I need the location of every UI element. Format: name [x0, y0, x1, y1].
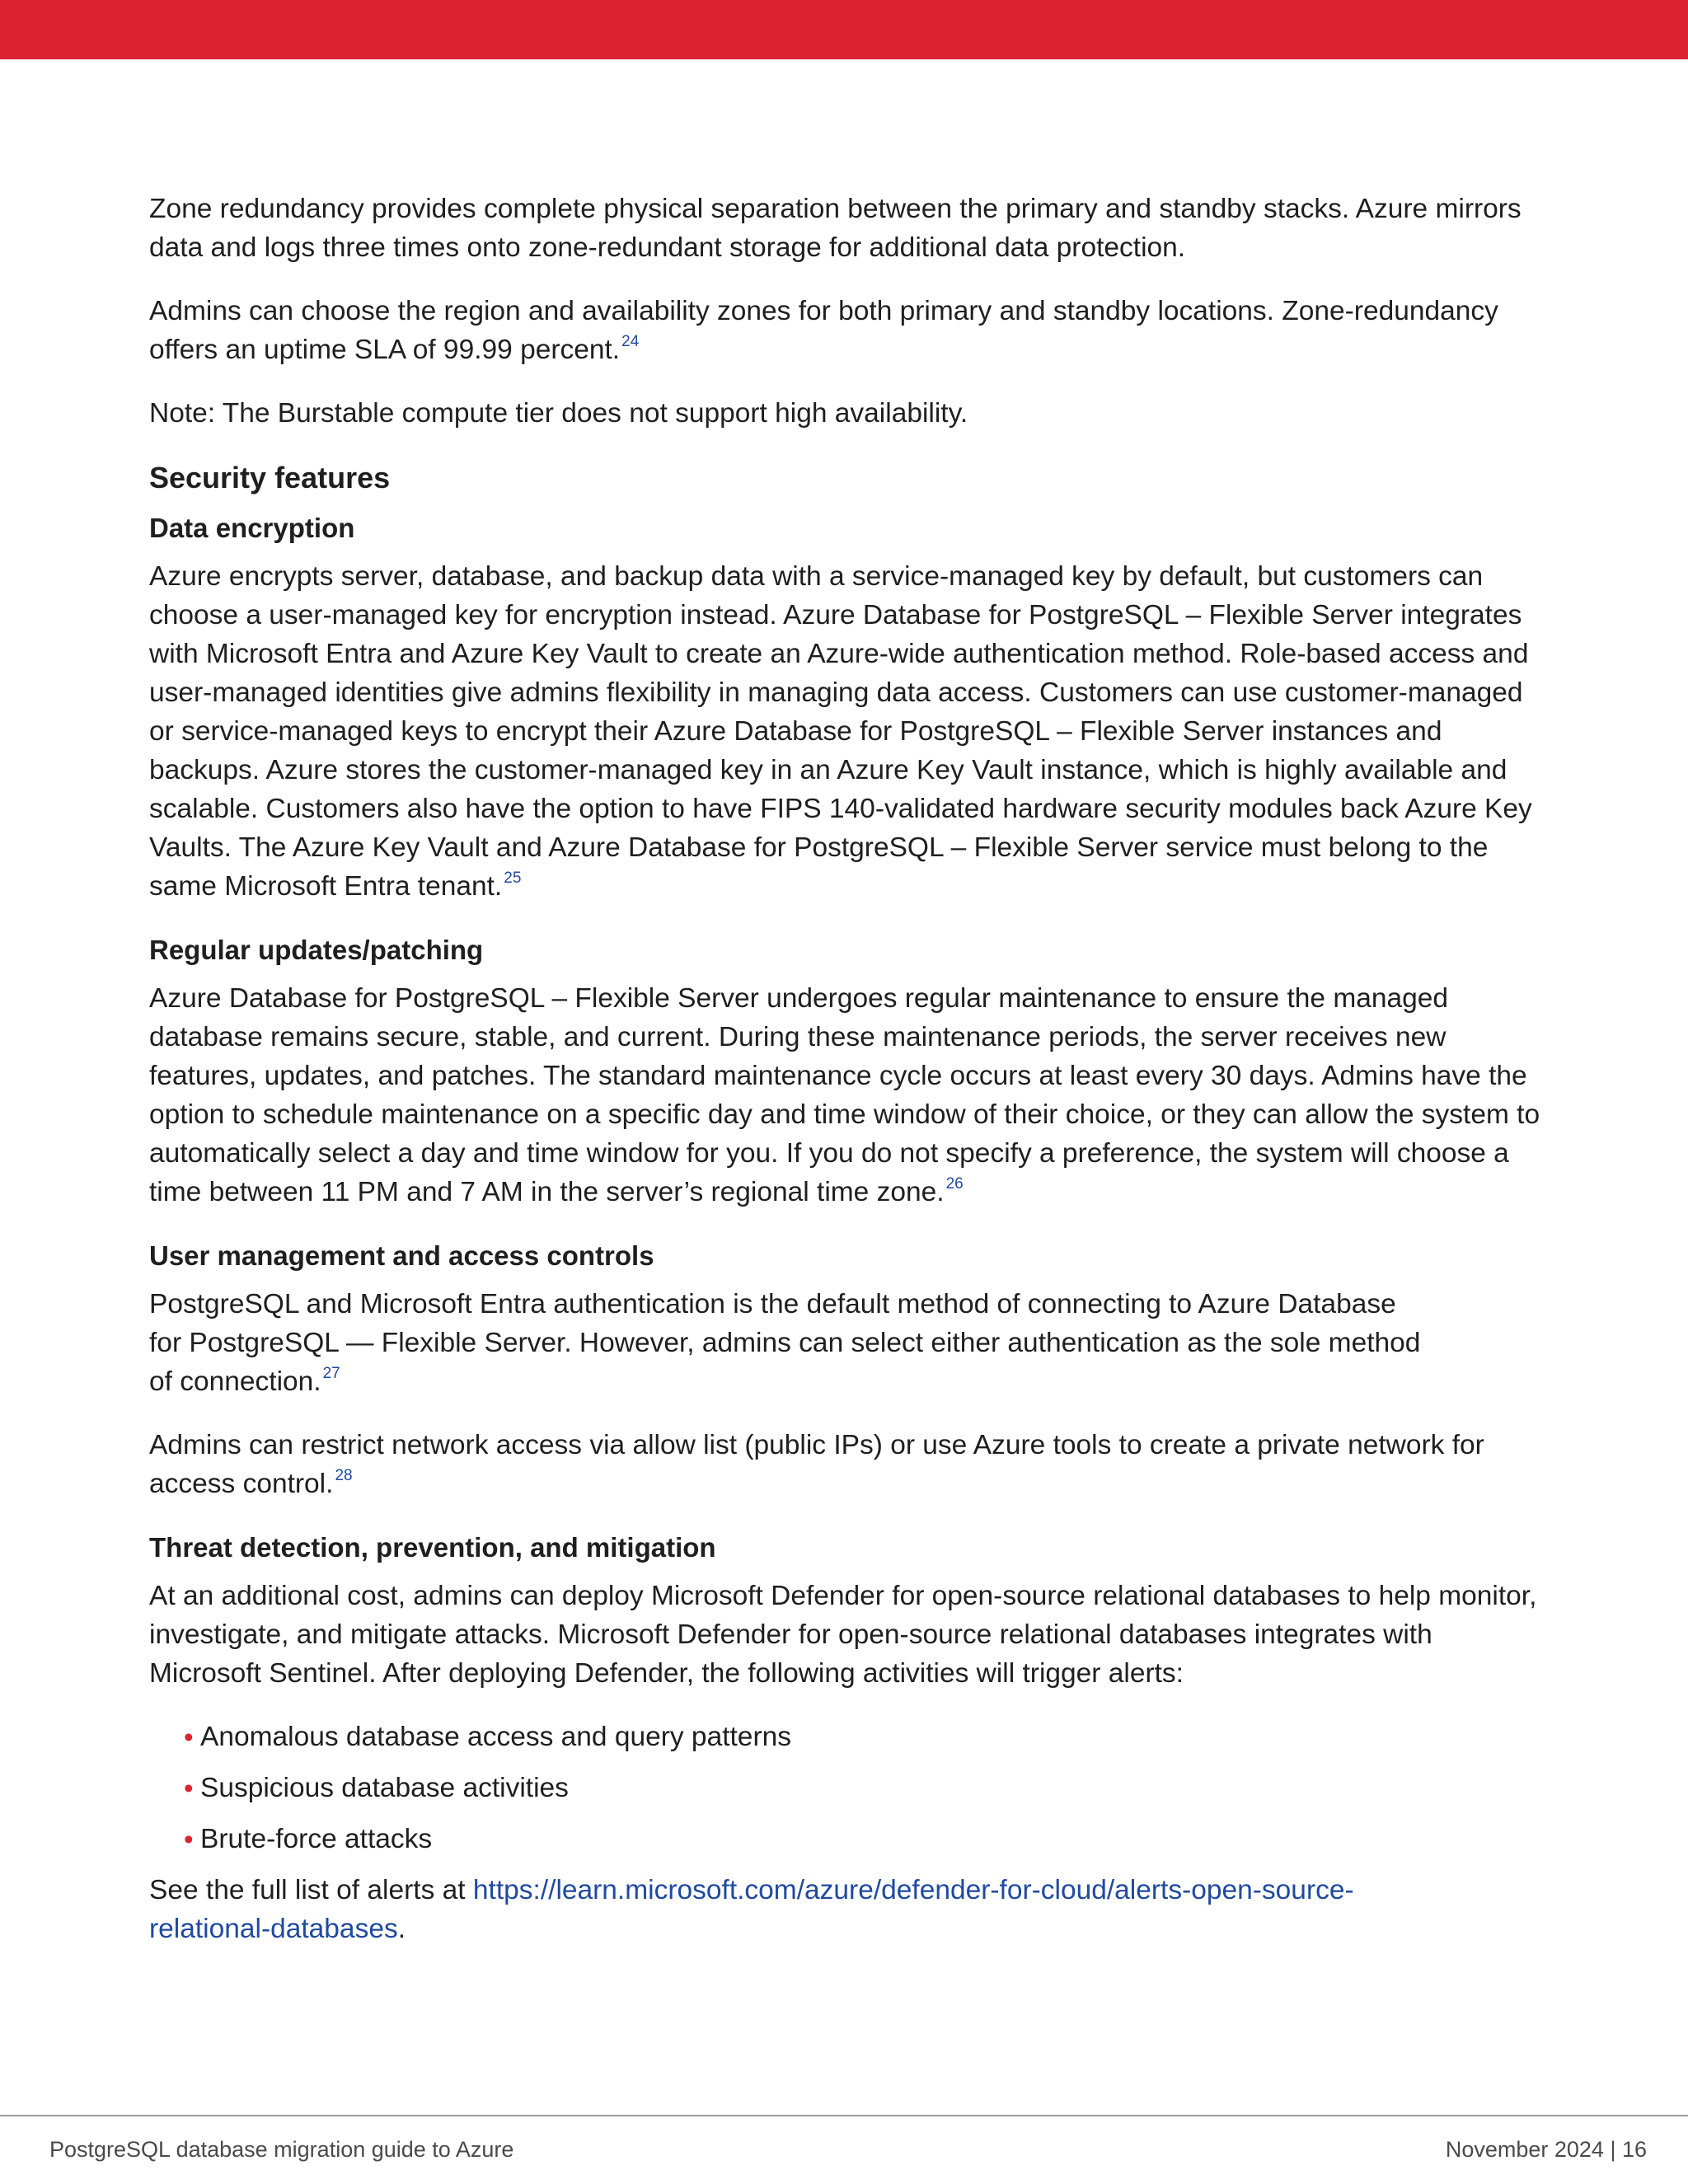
bullet-icon: • [184, 1773, 194, 1803]
alerts-suffix-text: . [397, 1914, 406, 1944]
data-encryption-text: Azure encrypts server, database, and backup data with a service-managed key by default, but customers can choose a user-managed key for encryption instead. Azure Database for PostgreSQL – Flexible Server integrates with Microsoft Entra and Azure Key Vault to create an Azure-wide authentication method. Role-based access and user-managed identities give admins flexibility in managing data access. Customers can use customer-managed or service-managed keys to encrypt their Azure Database for PostgreSQL – Flexible Server instances and backups. Azure stores the customer-managed key in an Azure Key Vault instance, which is highly available and scalable. Customers also have the option to have FIPS 140-validated hardware security modules back Azure Key Vaults. The Azure Key Vault and Azure Database for PostgreSQL – Flexible Server service must belong to the same Microsoft Entra tenant. [149, 561, 1532, 902]
footer-date-page-number: November 2024 | 16 [1445, 2137, 1647, 2162]
alerts-prefix-text: See the full list of alerts at [149, 1875, 473, 1905]
page-content [149, 190, 1550, 1948]
list-item-text: Suspicious database activities [200, 1773, 569, 1803]
footnote-ref-25[interactable]: 25 [504, 869, 522, 887]
intro-paragraph-1-text: Zone redundancy provides complete physical separation between the primary and standby stacks. Azure mirrors data and logs three times onto zone-redundant storage for additional data protection. [149, 194, 1522, 263]
user-management-paragraph-2-text: Admins can restrict network access via allow list (public IPs) or use Azure tools to create a private network for access control. [149, 1430, 1484, 1499]
intro-paragraph-1 [149, 190, 1550, 267]
footnote-ref-28[interactable]: 28 [335, 1467, 353, 1484]
list-item [184, 1820, 1550, 1858]
threat-detection-heading: Threat detection, prevention, and mitigation [149, 1532, 716, 1563]
list-item [184, 1718, 1550, 1756]
user-management-heading: User management and access controls [149, 1240, 654, 1271]
availability-note-text: Note: The Burstable compute tier does not support high availability. [149, 398, 968, 429]
user-management-line-2: for PostgreSQL — Flexible Server. However, admins can select either authentication as the sole method [149, 1328, 1421, 1358]
footnote-ref-26[interactable]: 26 [945, 1175, 964, 1193]
threat-detection-paragraph [149, 1577, 1550, 1693]
header-brand-bar [0, 0, 1688, 59]
list-item-text: Anomalous database access and query patterns [200, 1722, 791, 1752]
intro-paragraph-2-text: Admins can choose the region and availability zones for both primary and standby locations. Zone-redundancy offers an uptime SLA of 99.99 percent. [149, 296, 1498, 365]
alert-activities-list [149, 1718, 1550, 1858]
alerts-list-paragraph [149, 1871, 1550, 1948]
threat-detection-text: At an additional cost, admins can deploy Microsoft Defender for open-source relational databases to help monitor, investigate, and mitigate attacks. Microsoft Defender for open-source relational databases integrates with Microsoft Sentinel. After deploying Defender, the following activities will trigger alerts: [149, 1581, 1537, 1689]
bullet-icon: • [184, 1824, 194, 1854]
availability-note [149, 394, 1550, 433]
regular-updates-heading: Regular updates/patching [149, 935, 484, 965]
user-management-paragraph-2 [149, 1426, 1550, 1503]
data-encryption-heading: Data encryption [149, 513, 355, 543]
footer-document-title: PostgreSQL database migration guide to Azure [49, 2137, 514, 2162]
alerts-link-line-2[interactable]: relational-databases [149, 1914, 398, 1944]
data-encryption-paragraph [149, 557, 1550, 906]
user-management-line-3: of connection. [149, 1366, 321, 1397]
intro-paragraph-2 [149, 292, 1550, 369]
user-management-paragraph-1 [149, 1285, 1550, 1401]
user-management-line-1: PostgreSQL and Microsoft Entra authentication is the default method of connecting to Azure Database [149, 1289, 1396, 1319]
footnote-ref-24[interactable]: 24 [621, 333, 640, 350]
footnote-ref-27[interactable]: 27 [322, 1365, 340, 1382]
regular-updates-paragraph [149, 979, 1550, 1212]
alerts-link-line-1[interactable]: https://learn.microsoft.com/azure/defender-for-cloud/alerts-open-source- [472, 1875, 1354, 1905]
footer-divider [0, 2115, 1688, 2116]
list-item [184, 1769, 1550, 1807]
bullet-icon: • [184, 1722, 194, 1752]
list-item-text: Brute-force attacks [200, 1824, 433, 1854]
security-features-heading: Security features [149, 461, 391, 494]
regular-updates-text: Azure Database for PostgreSQL – Flexible Server undergoes regular maintenance to ensure the managed database remains secure, stable, and current. During these maintenance periods, the server receives new features, updates, and patches. The standard maintenance cycle occurs at least every 30 days. Admins have the option to schedule maintenance on a specific day and time window of their choice, or they can allow the system to automatically select a day and time window for you. If you do not specify a preference, the system will choose a time between 11 PM and 7 AM in the server’s regional time zone. [149, 983, 1540, 1207]
